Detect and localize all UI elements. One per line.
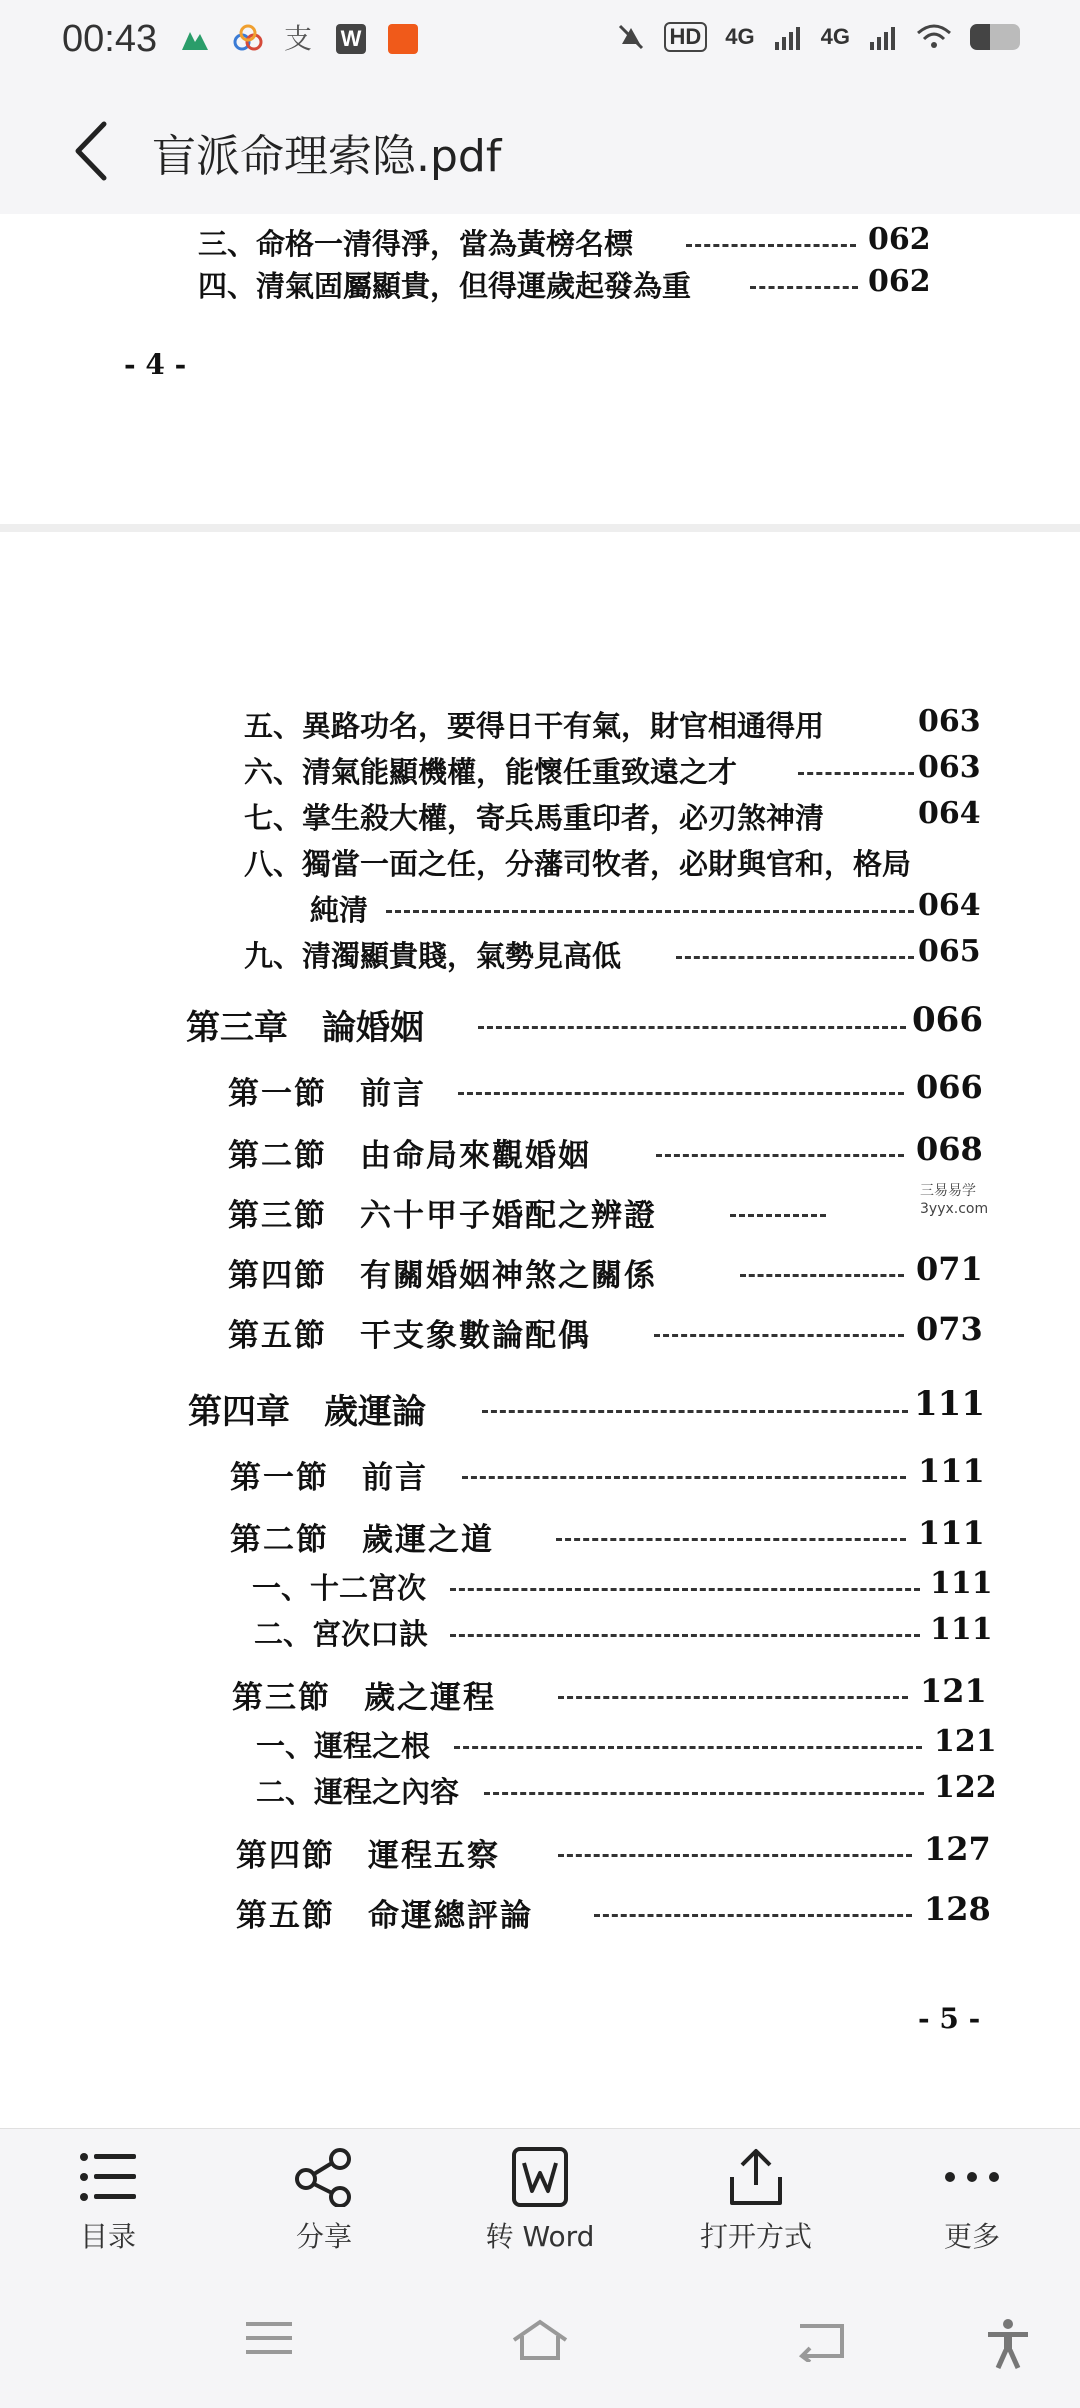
chevron-left-icon — [64, 116, 124, 186]
toc-label: 目录 — [79, 2220, 136, 2253]
document-title: 盲派命理索隐.pdf — [152, 131, 502, 182]
toc-chapter: 第四章 歲運論 — [188, 1392, 426, 1432]
share-label: 分享 — [295, 2220, 352, 2253]
toc-page-number: 062 — [868, 222, 931, 257]
toc-page-number: 063 — [918, 704, 981, 739]
toc-page-number: 111 — [930, 1566, 993, 1601]
toc-leader — [730, 1214, 826, 1217]
wifi-icon — [916, 23, 952, 51]
toc-section: 第二節 歲運之道 — [230, 1522, 494, 1558]
toc-leader — [556, 1538, 906, 1541]
toc-section: 第四節 有關婚姻神煞之關係 — [228, 1258, 657, 1294]
pdf-viewer[interactable] — [0, 214, 1080, 2128]
pdf-page-5 — [0, 532, 1080, 2128]
toc-line: 七、掌生殺大權，寄兵馬重印者，必刃煞神清 — [244, 801, 825, 835]
more-label: 更多 — [943, 2220, 1000, 2253]
mute-icon — [616, 22, 646, 52]
open-with-label: 打开方式 — [699, 2220, 812, 2253]
toc-page-number: 122 — [934, 1770, 997, 1805]
share-button[interactable] — [244, 2147, 404, 2255]
toc-page-number: 111 — [930, 1612, 993, 1647]
taobao-icon — [388, 24, 418, 54]
wps-icon: W — [336, 24, 366, 54]
toc-button[interactable] — [28, 2147, 188, 2255]
status-icons — [616, 22, 1021, 52]
toc-section: 第五節 干支象數論配偶 — [228, 1318, 591, 1354]
nav-accessibility-button[interactable] — [984, 2318, 1032, 2374]
back-button[interactable] — [64, 116, 124, 186]
toc-line: 五、異路功名，要得日干有氣，財官相通得用 — [244, 709, 825, 743]
signal-4g-1: 4G — [725, 24, 755, 49]
toc-leader — [482, 1410, 908, 1413]
open-with-button[interactable] — [676, 2147, 836, 2255]
toc-line: 一、十二宮次 — [252, 1571, 427, 1605]
toc-leader — [740, 1274, 904, 1277]
status-bar — [0, 0, 1080, 86]
toc-page-number: 121 — [920, 1672, 987, 1710]
toc-line: 六、清氣能顯機權，能懷任重致遠之才 — [244, 755, 738, 789]
toc-leader — [594, 1914, 912, 1917]
toc-line: 一、運程之根 — [256, 1729, 431, 1763]
toc-line: 四、清氣固屬顯貴，但得運歲起發為重 — [198, 269, 692, 303]
app-header — [0, 86, 1080, 215]
upload-share-icon — [724, 2147, 788, 2207]
more-dots-icon — [940, 2147, 1004, 2207]
toc-page-number: 111 — [918, 1514, 985, 1552]
alipay-icon: 支 — [284, 22, 313, 55]
toc-section: 第五節 命運總評論 — [236, 1898, 533, 1934]
toc-leader — [450, 1634, 920, 1637]
toc-leader — [478, 1026, 906, 1029]
system-nav-bar — [0, 2288, 1080, 2408]
page-number-mark: - 4 - — [124, 348, 187, 381]
signal-bars-icon-2 — [868, 24, 898, 50]
battery-icon — [970, 24, 1020, 50]
toc-page-number: 121 — [934, 1724, 997, 1759]
toc-section: 第一節 前言 — [230, 1460, 428, 1496]
toc-line: 二、運程之內容 — [256, 1775, 460, 1809]
notification-icons — [180, 24, 418, 54]
status-time: 00:43 — [62, 18, 158, 60]
toc-page-number: 111 — [918, 1452, 985, 1490]
toc-leader — [450, 1588, 920, 1591]
watermark — [920, 1182, 988, 1218]
to-word-label: 转 Word — [485, 2220, 595, 2253]
menu-icon — [244, 2318, 294, 2358]
toc-page-number: 127 — [924, 1830, 991, 1868]
toc-page-number: 071 — [916, 1250, 983, 1288]
toc-leader — [558, 1854, 912, 1857]
toc-section: 第三節 六十甲子婚配之辨證 — [228, 1198, 657, 1234]
toc-leader — [656, 1154, 904, 1157]
signal-4g-2: 4G — [820, 24, 850, 49]
signal-bars-icon — [773, 24, 803, 50]
pdf-page-4 — [0, 214, 1080, 524]
toc-chapter: 第三章 論婚姻 — [186, 1008, 424, 1048]
toc-leader — [750, 286, 858, 289]
toc-page-number: 111 — [914, 1384, 985, 1424]
toc-leader — [386, 910, 914, 913]
toc-page-number: 066 — [912, 1000, 983, 1040]
toc-page-number: 073 — [916, 1310, 983, 1348]
nav-back-button[interactable] — [796, 2318, 850, 2366]
toc-page-number: 068 — [916, 1130, 983, 1168]
toc-leader — [484, 1792, 924, 1795]
toc-leader — [558, 1696, 908, 1699]
toc-leader — [454, 1746, 922, 1749]
toc-line: 二、宮次口訣 — [254, 1617, 429, 1651]
cloud-app-icon — [232, 24, 262, 54]
more-button[interactable] — [892, 2147, 1052, 2255]
accessibility-icon — [984, 2318, 1032, 2370]
back-arrow-icon — [796, 2318, 850, 2362]
page-number-mark: - 5 - — [918, 2002, 981, 2035]
share-icon — [292, 2147, 356, 2207]
watermark-line: 3yyx.com — [920, 1201, 989, 1217]
toc-section: 第一節 前言 — [228, 1076, 426, 1112]
to-word-button[interactable] — [460, 2147, 620, 2255]
toc-line: 三、命格一清得淨，當為黃榜名標 — [198, 227, 634, 261]
toc-line: 九、清濁顯貴賤，氣勢見高低 — [244, 939, 622, 973]
toc-leader — [458, 1092, 904, 1095]
toc-line: 八、獨當一面之任，分藩司牧者，必財與官和，格局 — [244, 847, 912, 881]
toc-page-number: 063 — [918, 750, 981, 785]
toc-section: 第三節 歲之運程 — [232, 1680, 496, 1716]
toc-page-number: 064 — [918, 888, 981, 923]
toc-page-number: 066 — [916, 1068, 983, 1106]
word-doc-icon — [508, 2147, 572, 2207]
toc-section: 第四節 運程五察 — [236, 1838, 500, 1874]
toc-page-number: 128 — [924, 1890, 991, 1928]
toc-leader — [686, 244, 856, 247]
toc-leader — [798, 772, 914, 775]
toc-line: 純清 — [310, 893, 369, 927]
app-notification-icon — [180, 24, 210, 54]
nav-home-button[interactable] — [510, 2318, 570, 2366]
toc-page-number: 062 — [868, 264, 931, 299]
toc-leader — [462, 1476, 906, 1479]
nav-menu-button[interactable] — [244, 2318, 294, 2362]
toc-leader — [654, 1334, 904, 1337]
hd-icon: HD — [664, 22, 708, 52]
watermark-line: 三易易学 — [920, 1183, 976, 1199]
list-icon — [76, 2147, 140, 2207]
bottom-toolbar — [0, 2128, 1080, 2289]
toc-leader — [676, 956, 914, 959]
home-icon — [510, 2318, 570, 2362]
toc-section: 第二節 由命局來觀婚姻 — [228, 1138, 591, 1174]
toc-page-number: 064 — [918, 796, 981, 831]
toc-page-number: 065 — [918, 934, 981, 969]
